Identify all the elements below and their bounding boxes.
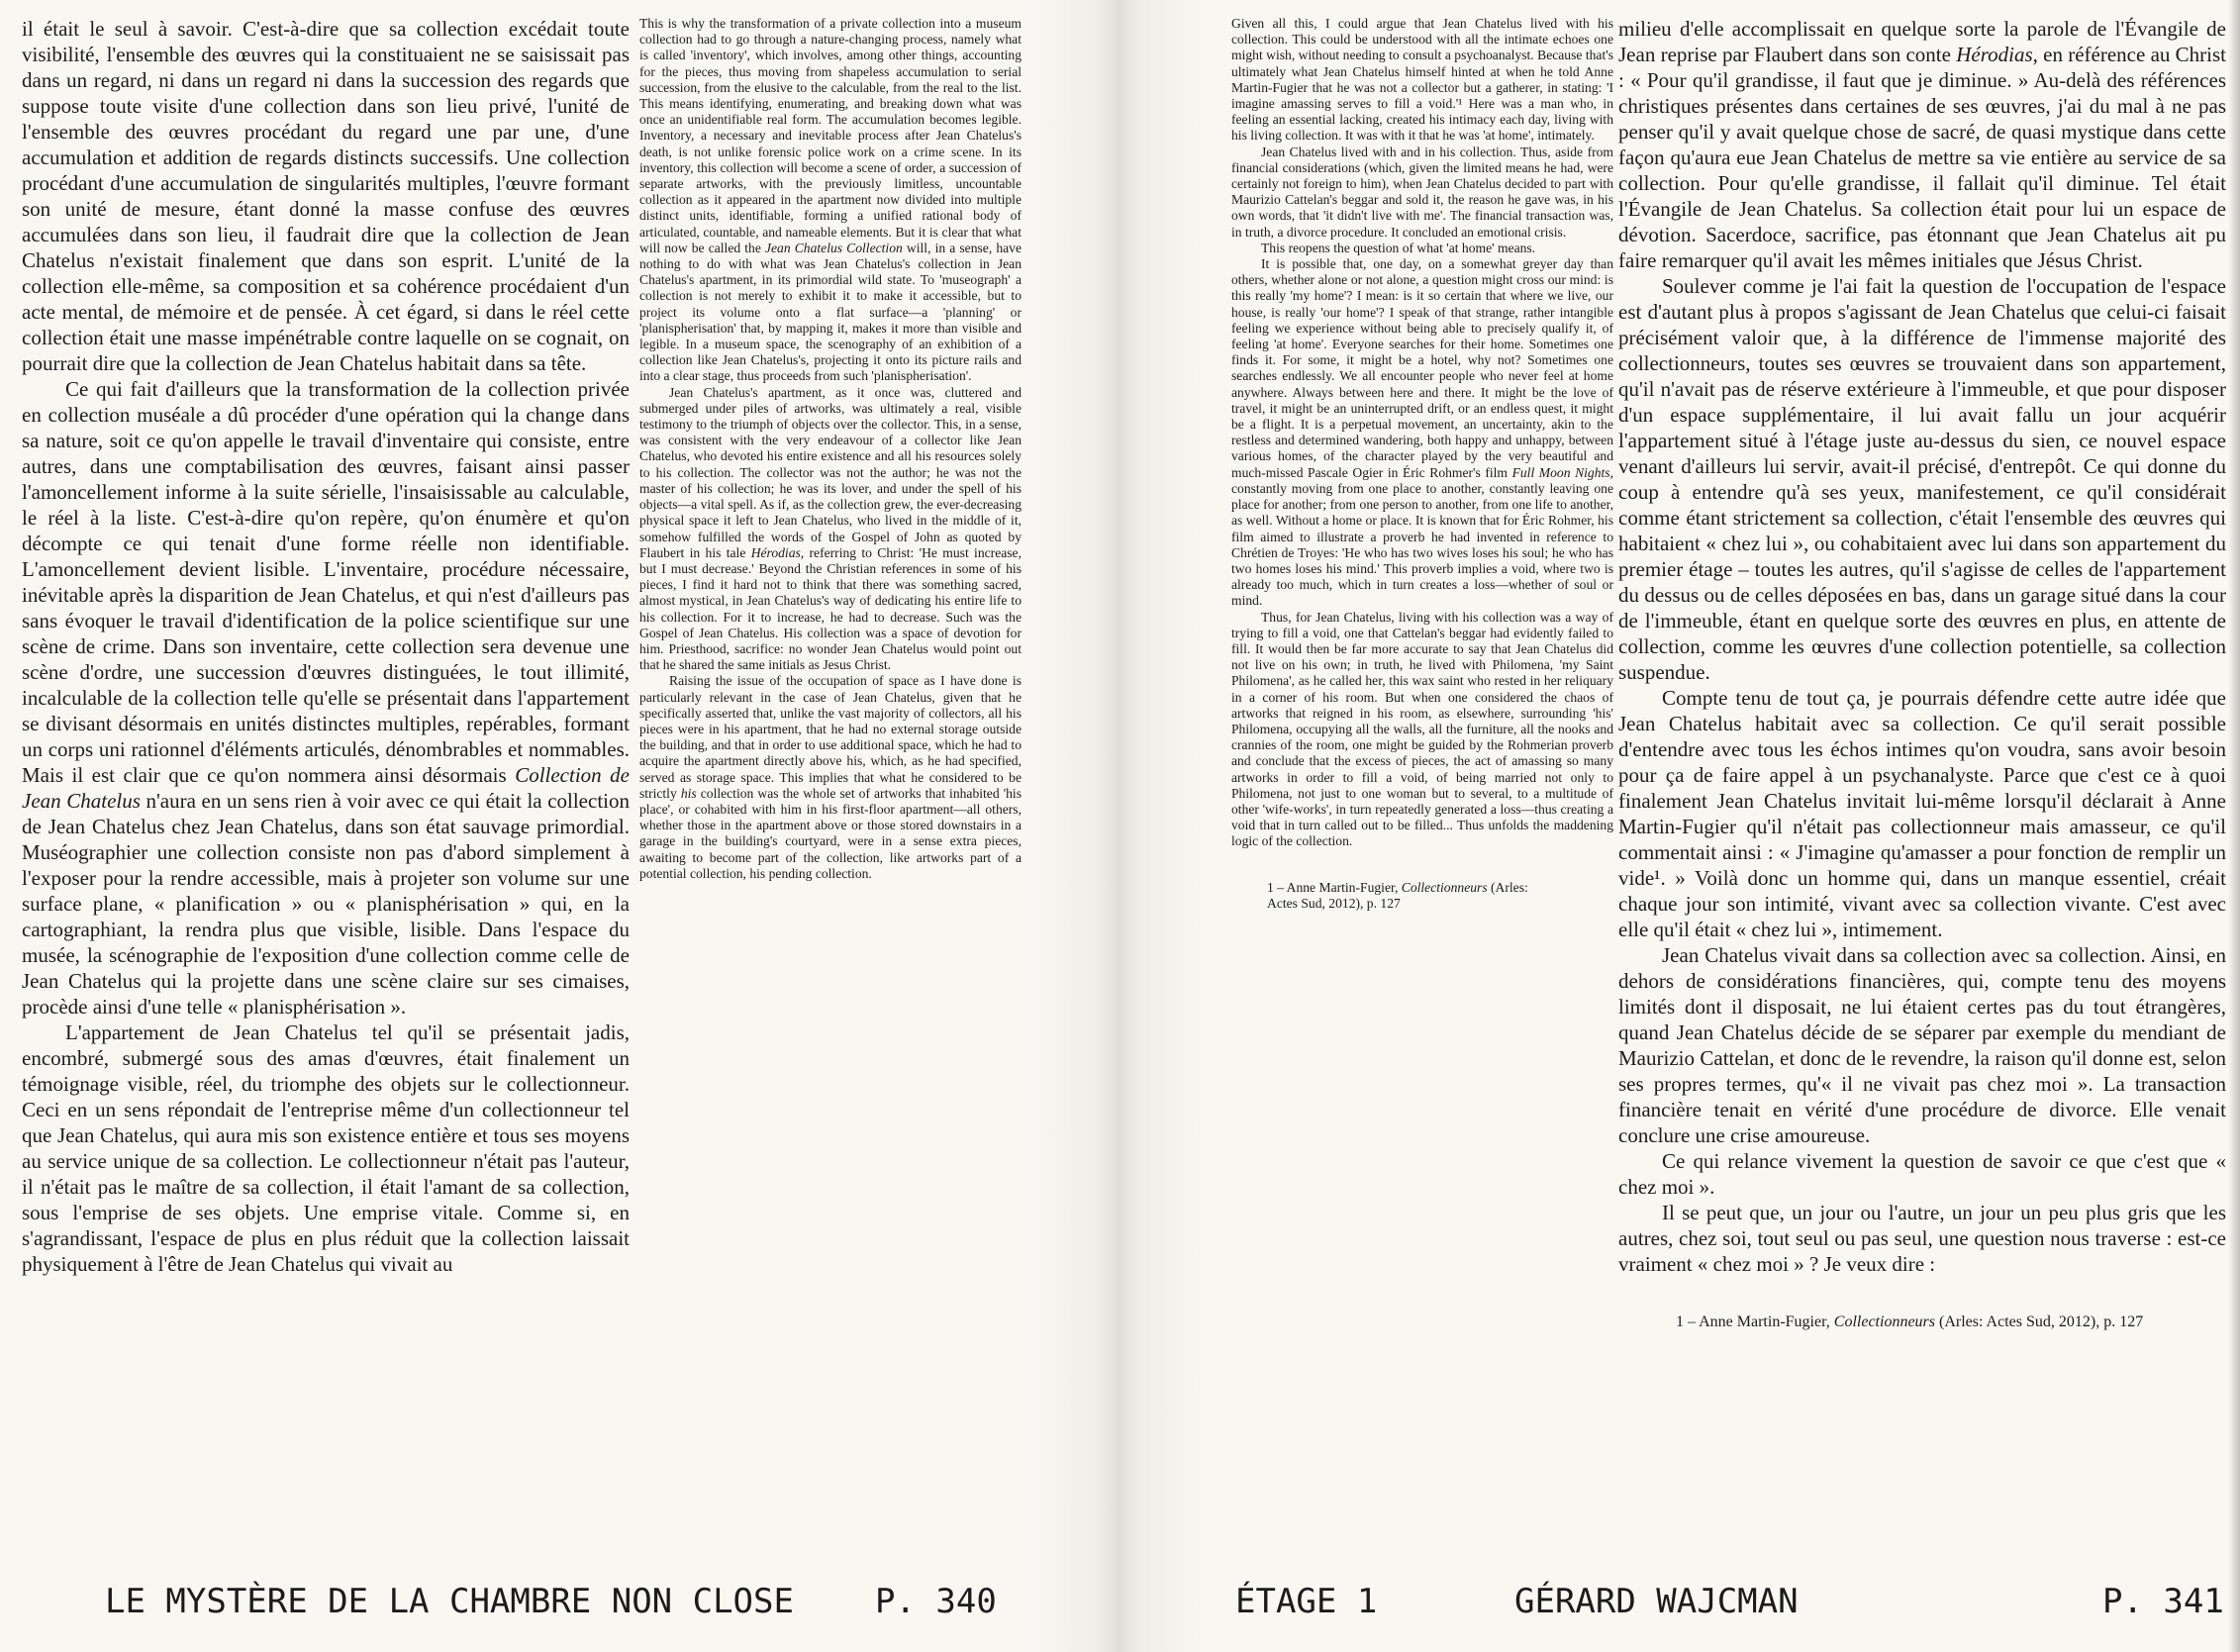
paragraph: Jean Chatelus's apartment, as it once was, cluttered and submerged under piles of artworks, was ultimately a real, visible testimony to the triumph of objects over the collector. This, in a sense, was consistent with the very endeavour of a collector like Jean Chatelus, who devoted his entire existence and all his resources solely to his collection. The collector was not the author; he was not the master of his collection; he was its lover, and under the spell of his objects—a vital spell. As if, as the collection grew, the ever-decreasing physical space it left to Jean Chatelus, who lived in the middle of it, somehow fulfilled the words of the Gospel of John as quoted by Flaubert in his tale Hérodias, referring to Christ: 'He must increase, but I must decrease.' Beyond the Christian references in some of his pieces, I find it hard not to think that there was something sacred, almost mystical, in Jean Chatelus's way of dedicating his entire life to his collection. For it to increase, he had to decrease. Such was the Gospel of Jean Chatelus. His collection was a space of devotion for him. Priesthood, sacrifice: no wonder Jean Chatelus would point out that he shared the same initials as Jesus Christ. <box>639 384 1022 673</box>
paragraph: milieu d'elle accomplissait en quelque sorte la parole de l'Évangile de Jean reprise par Flaubert dans son conte Hérodias, en référence au Christ : « Pour qu'il grandisse, il faut que je diminue. » Au-delà des références christiques présentes dans certaines de ses œuvres, j'ai du mal à ne pas penser qu'il y avait quelque chose de sacré, de quasi mystique dans cette façon qu'aura eue Jean Chatelus de mettre sa vie entière au service de sa collection. Pour qu'elle grandisse, il fallait qu'il diminue. Tel était l'Évangile de Jean Chatelus. Sa collection était pour lui un espace de dévotion. Sacerdoce, sacrifice, pas étonnant que Jean Chatelus ait pu faire remarquer qu'il avait les mêmes initiales que Jésus Christ. <box>1618 17 2226 272</box>
paragraph: Ce qui fait d'ailleurs que la transformation de la collection privée en collection muséale a dû procéder d'une opération qui la change dans sa nature, soit ce qu'on appelle le travail d'inventaire qui consiste, entre autres, dans une comptabilisation des œuvres, faisant ainsi passer l'amoncellement informe à la suite sérielle, l'insaisissable au calculable, le réel à la liste. C'est-à-dire qu'on repère, qu'on énumère et qu'on décompte ce qui tenait d'une forme réelle non identifiable. L'amoncellement devient lisible. L'inventaire, procédure nécessaire, inévitable après la disparition de Jean Chatelus, et qui n'est d'ailleurs pas sans évoquer le travail d'identification de la police scientifique sur une scène de crime. Dans son inventaire, cette collection sera devenue une scène d'ordre, une succession d'œuvres distinguées, le tout illimité, incalculable de la collection telle qu'elle se présentait dans l'appartement se divisant désormais en unités distinctes multiples, repérables, formant un corps uni rationnel d'éléments articulés, dénombrables et nommables. Mais il est clair que ce qu'on nommera ainsi désormais Collection de Jean Chatelus n'aura en un sens rien à voir avec ce qui était la collection de Jean Chatelus chez Jean Chatelus, dans son état sauvage primordial. Muséographier une collection consiste non pas d'abord simplement à l'exposer pour la rendre accessible, mais à projeter son volume sur une surface plane, « planification » ou « planisphérisation » qui, en la cartographiant, la rendra plus que visible, lisible. Dans l'espace du musée, la scénographie de l'exposition d'une collection comme celle de Jean Chatelus qui la projette dans une scène claire sur ses cimaises, procède ainsi d'une telle « planisphérisation ». <box>22 377 630 1019</box>
right-french-column <box>1618 16 2226 1332</box>
paragraph: Raising the issue of the occupation of space as I have done is particularly relevant in the case of Jean Chatelus, given that he specifically asserted that, unlike the vast majority of collectors, all his pieces were in his apartment, that he had no external storage outside the building, and that in order to use additional space, which he had to acquire the apartment directly above his, which, as he had specified, served as storage space. This implies that what he considered to be strictly his collection was the whole set of artworks that inhabited 'his place', or cohabited with him in his first-floor apartment—all others, whether those in the apartment above or those stored downstairs in a garage in the building's courtyard, were in a sense extra pieces, awaiting to become part of the collection, like artworks part of a potential collection, his pending collection. <box>639 673 1023 881</box>
right-footer-section: ÉTAGE 1 <box>1235 1582 1378 1621</box>
paragraph: Given all this, I could argue that Jean Chatelus lived with his collection. This could be understood with all the intimate echoes one might wish, without needing to consult a psychoanalyst. Because that's ultimately what Jean Chatelus himself hinted at when he told Anne Martin-Fugier that he was not a collector but a gatherer, in stating: 'I imagine amassing serves to fill a void.'¹ Here was a man who, in feeling an essential lacking, created his intimacy each day, living with his living collection. It was with it that he was 'at home', intimately. <box>1231 16 1613 144</box>
french-footnote: 1 – Anne Martin-Fugier, Collectionneurs (Arles: Actes Sud, 2012), p. 127 <box>1676 1313 2144 1330</box>
paragraph: Compte tenu de tout ça, je pourrais défendre cette autre idée que Jean Chatelus habitait avec sa collection. Ce qu'il serait possible d'entendre avec tous les échos intimes qu'on voudra, sans avoir besoin pour ça de faire appel à un psychanalyste. Parce que c'est ce à quoi finalement Jean Chatelus invitait lui-même lorsqu'il déclarait à Anne Martin-Fugier qu'il n'était pas collectionneur mais amasseur, ce qu'il commentait ainsi : « J'imagine qu'amasser a pour fonction de remplir un vide¹. » Voilà donc un homme qui, dans un manque essentiel, créait chaque jour son intimité, vivant avec sa collection vivante. C'est avec elle qu'il était « chez lui », intimement. <box>1618 686 2226 941</box>
paragraph: This reopens the question of what 'at home' means. <box>1261 240 1536 255</box>
page-edge-shadow <box>2228 0 2240 1652</box>
paragraph: Ce qui relance vivement la question de savoir ce que c'est que « chez moi ». <box>1618 1149 2226 1199</box>
paragraph: This is why the transformation of a private collection into a museum collection had to go through a nature-changing process, namely what is called 'inventory', which involves, among other things, accounting for the pieces, thus moving from shapeless accumulation to serial succession, from the elusive to the calculable, from the real to the list. This means identifying, enumerating, and breaking down what was once an unidentifiable real form. The accumulation becomes legible. Inventory, a necessary and inevitable process after Jean Chatelus's death, is not unlike forensic police work on a crime scene. In its inventory, this collection will become a scene of order, a succession of separate artworks, with the previously limitless, uncountable collection as it appeared in the apartment now divided into multiple distinct units, identifiable, forming a unified rational body of articulated, countable, and nameable elements. But it is clear that what will now be called the Jean Chatelus Collection will, in a sense, have nothing to do with what was Jean Chatelus's collection in Jean Chatelus's apartment, in its primordial wild state. To 'museograph' a collection is not merely to exhibit it to make it accessible, but to project its volume onto a flat surface—a 'planning' or 'planispherisation' that, by mapping it, makes it more than visible and legible. In a museum space, the scenography of an exhibition of a collection like Jean Chatelus's, projecting it onto its picture rails and into a clear stage, thus proceeds from such 'planispherisation'. <box>639 16 1022 384</box>
left-footer-page-number: P. 340 <box>875 1582 997 1621</box>
right-footer-author: GÉRARD WAJCMAN <box>1514 1582 1799 1621</box>
paragraph: il était le seul à savoir. C'est-à-dire que sa collection excédait toute visibilité, l'ensemble des œuvres qui la constituaient ne se saisissait pas dans un regard, ni dans un regard ni dans la succession des regards que suppose toute visite d'une collection dans son lieu privé, l'unité de l'ensemble des œuvres procédant du regard une par une, d'une accumulation et addition de regards distincts successifs. Une collection procédant d'une accumulation de singularités multiples, l'œuvre formant son unité de mesure, étant donné la masse confuse des œuvres accumulées dans son lieu, il faudrait dire que la collection de Jean Chatelus n'existait finalement que dans son esprit. L'unité de la collection elle-même, sa composition et sa cohérence procédaient d'un acte mental, de mémoire et de pensée. À cet égard, si dans le réel cette collection était une masse impénétrable contre laquelle on se cognait, on pourrait dire que la collection de Jean Chatelus habitait dans sa tête. <box>22 17 630 375</box>
paragraph: Il se peut que, un jour ou l'autre, un jour un peu plus gris que les autres, chez soi, tout seul ou pas seul, une question nous traverse : est-ce vraiment « chez moi » ? Je veux dire : <box>1618 1201 2226 1276</box>
right-english-text <box>1231 16 1613 850</box>
paragraph: It is possible that, one day, on a somewhat greyer day than others, whether alone or not alone, a question might cross our mind: is this really 'my home'? I mean: is it so certain that where we live, our house, is really 'our home'? I speak of that strange, rather intangible feeling we experience without being able to precisely qualify it, of feeling 'at home'. Everyone searches for their home. Sometimes one finds it. For some, it might be a hotel, why not? Sometimes one searches endlessly. We all encounter people who never feel at home anywhere. Always between here and there. It might be the love of travel, it might be an uninterrupted drift, or an endless quest, it might be a flight. It is a perpetual movement, an uncertainty, akin to the restless and determined wandering, both happy and unhappy, between various homes, of the character played by the very beautiful and much-missed Pascale Ogier in Éric Rohmer's film Full Moon Nights, constantly moving from one place to another, constantly leaving one place for another; from one person to another, from one life to another, as well. Without a home or place. It is known that for Éric Rohmer, his film aimed to illustrate a proverb he had invented in reference to Chrétien de Troyes: 'He who has two wives loses his soul; he who has two homes loses his mind.' This proverb implies a void, where two is already too much, which in turn creates a loss—whether of soul or mind. <box>1231 256 1613 609</box>
right-english-column <box>1231 16 1613 912</box>
left-english-column <box>639 16 1022 882</box>
page-fold-shadow <box>1035 0 1204 1652</box>
right-french-text <box>1618 16 2226 1277</box>
running-footer <box>0 1582 2240 1631</box>
english-footnote: 1 – Anne Martin-Fugier, Collectionneurs (Arles: Actes Sud, 2012), p. 127 <box>1267 879 1528 911</box>
paragraph: L'appartement de Jean Chatelus tel qu'il se présentait jadis, encombré, submergé sous des amas d'œuvres, était finalement un témoignage visible, réel, du triomphe des objets sur le collectionneur. Ceci en un sens répondait de l'entreprise même d'un collectionneur tel que Jean Chatelus, qui aura mis son existence entière et tous ses moyens au service unique de sa collection. Le collectionneur n'était pas l'auteur, il n'était pas le maître de sa collection, il était l'amant de sa collection, sous l'emprise de ses objets. Une emprise vitale. Comme si, en s'agrandissant, l'espace de plus en plus réduit que la collection laissait physiquement à l'être de Jean Chatelus qui vivait au <box>22 1020 630 1276</box>
paragraph: Thus, for Jean Chatelus, living with his collection was a way of trying to fill a void, one that Cattelan's beggar had evidently failed to fill. It would then be far more accurate to say that Jean Chatelus did not live on his own; in truth, he lived with Philomena, 'my Saint Philomena', as he called her, this wax saint who rested in her reliquary in a corner of his room. But when one considered the chaos of artworks that reigned in his room, as elsewhere, surrounding 'his' Philomena, occupying all the walls, all the furniture, all the nooks and crannies of the room, one might be guided by the Rohmerian proverb and conclude that the excess of pieces, the act of amassing so many artworks in order to fill a void, of being married not only to Philomena, not just to one woman but to several, to a multitude of other 'wife-works', in turn repeatedly generated a loss—thus creating a void that in turn called out to be filled... Thus unfolds the maddening logic of the collection. <box>1231 609 1613 849</box>
paragraph: Jean Chatelus lived with and in his collection. Thus, aside from financial considerations (which, given the limited means he had, were certainly not foreign to him), when Jean Chatelus decided to part with Maurizio Cattelan's beggar and sold it, the reason he gave was, in his own words, that 'it didn't live with me'. The financial transaction was, in truth, a divorce procedure. It concluded an emotional crisis. <box>1231 144 1613 240</box>
left-footer-title: LE MYSTÈRE DE LA CHAMBRE NON CLOSE <box>105 1582 794 1621</box>
paragraph: Soulever comme je l'ai fait la question de l'occupation de l'espace est d'autant plus à propos s'agissant de Jean Chatelus que celui-ci faisait précisément valoir que, à la différence de l'immense majorité des collectionneurs, toutes ses œuvres se trouvaient dans son appartement, qu'il n'avait pas de réserve extérieure à l'immeuble, et que pour disposer d'un espace supplémentaire, il lui avait fallu un jour acquérir l'appartement situé à l'étage juste au-dessus du sien, ce nouvel espace venant d'ailleurs lui servir, avait-il précisé, d'entrepôt. Ce qui donne du coup à entendre qu'à ses yeux, manifestement, ce qu'il considérait comme étant strictement sa collection, c'était l'ensemble des œuvres qui habitaient « chez lui », ou cohabitaient avec lui dans son appartement du premier étage – toutes les autres, qu'il s'agisse de celles de l'appartement du dessus ou de celles déposées en bas, dans un garage situé dans la cour de l'immeuble, étant en quelque sorte des œuvres en plus, en attente de collection, comme les œuvres d'une collection potentielle, sa collection suspendue. <box>1618 274 2226 684</box>
paragraph: Jean Chatelus vivait dans sa collection avec sa collection. Ainsi, en dehors de considérations financières, qui, compte tenu des moyens limités dont il disposait, ne lui étaient certes pas du tout étrangères, quand Jean Chatelus décide de se séparer par exemple du mendiant de Maurizio Cattelan, et donc de le revendre, la raison qu'il donne est, selon ses propres termes, qu'« il ne vivait pas chez moi ». La transaction financière tenait en vérité d'une procédure de divorce. Elle venait conclure une crise amoureuse. <box>1618 943 2226 1147</box>
right-footer-page-number: P. 341 <box>2102 1582 2224 1621</box>
left-french-column <box>22 16 630 1277</box>
